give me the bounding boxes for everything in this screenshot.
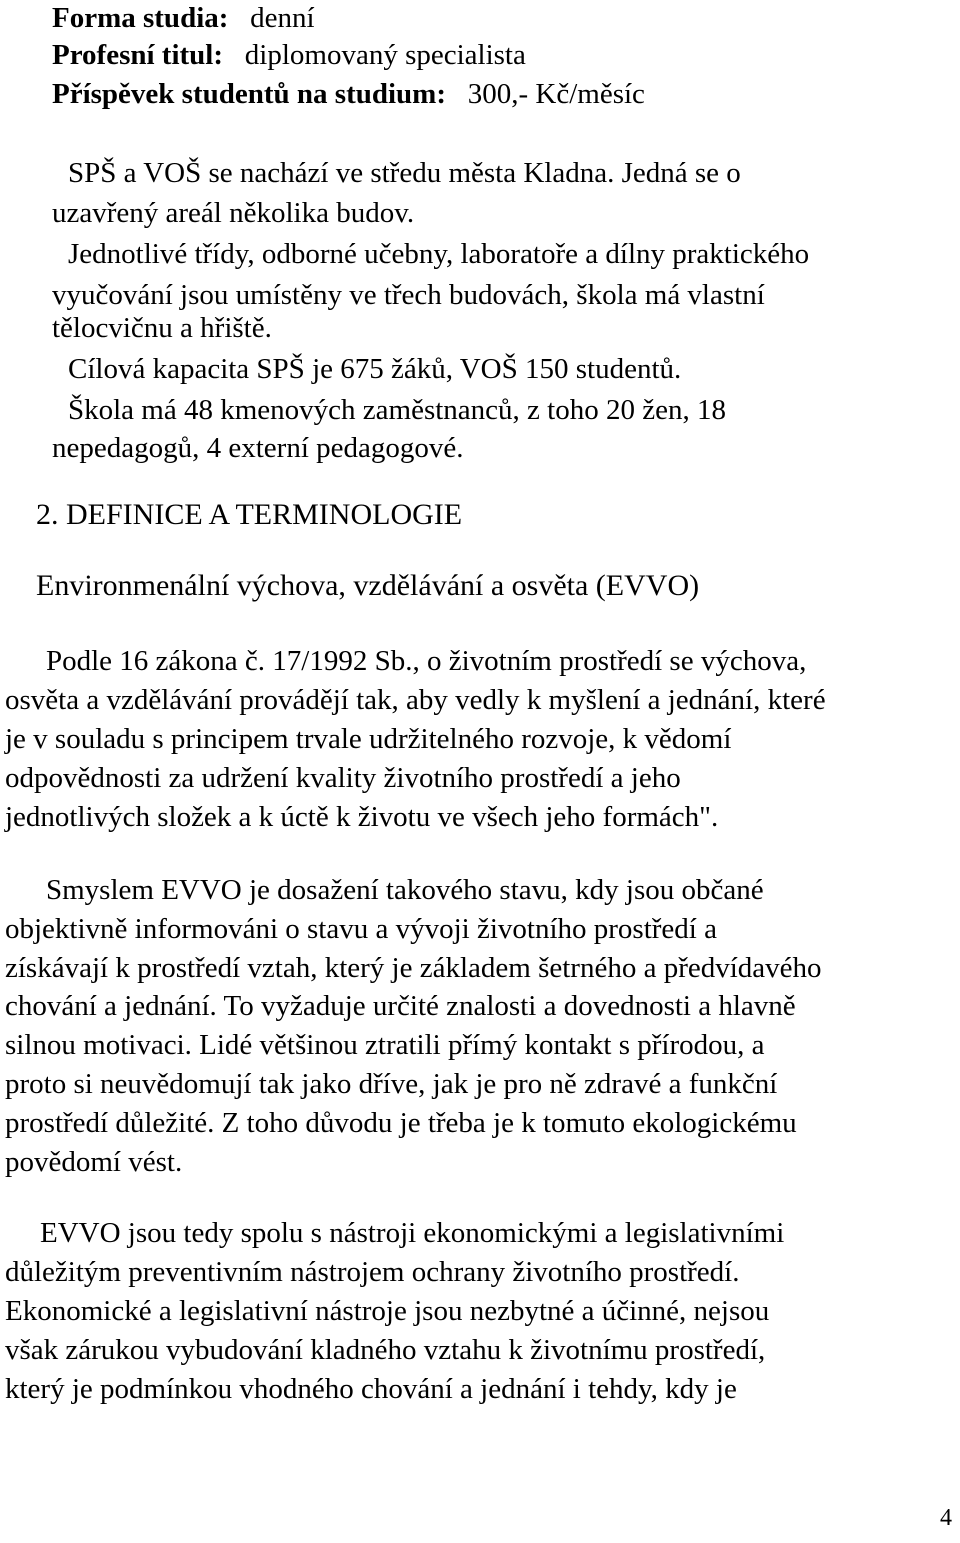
para3-line: však zárukou vybudování kladného vztahu k životnímu prostředí, xyxy=(5,1334,766,1366)
intro-line: Jednotlivé třídy, odborné učebny, laboratoře a dílny praktického xyxy=(68,238,810,270)
section-heading: 2. DEFINICE A TERMINOLOGIE xyxy=(36,498,463,531)
para1-line: jednotlivých složek a k úctě k životu ve všech jeho formách". xyxy=(5,801,719,833)
profesni-titul-label: Profesní titul: xyxy=(52,39,224,71)
profesni-titul-row xyxy=(52,41,526,70)
para1-line: je v souladu s principem trvale udržitelného rozvoje, k vědomí xyxy=(5,723,732,755)
prispevek-row xyxy=(52,80,645,109)
intro-line: uzavřený areál několika budov. xyxy=(52,197,415,229)
intro-line: Škola má 48 kmenových zaměstnanců, z toho 20 žen, 18 xyxy=(68,394,726,426)
para2-line: Smyslem EVVO je dosažení takového stavu, kdy jsou občané xyxy=(46,874,764,906)
intro-line: vyučování jsou umístěny ve třech budovách, škola má vlastní xyxy=(52,279,765,311)
prispevek-value: 300,- Kč/měsíc xyxy=(467,78,645,110)
page-number: 4 xyxy=(940,1505,952,1531)
para2-line: chování a jednání. To vyžaduje určité znalosti a dovednosti a hlavně xyxy=(5,990,796,1022)
prispevek-label: Příspěvek studentů na studium: xyxy=(52,78,446,110)
para3-line: důležitým preventivním nástrojem ochrany životního prostředí. xyxy=(5,1256,740,1288)
forma-studia-row xyxy=(52,4,315,33)
forma-studia-label: Forma studia: xyxy=(52,2,229,34)
para3-line: který je podmínkou vhodného chování a jednání i tehdy, kdy je xyxy=(5,1373,737,1405)
para2-line: objektivně informováni o stavu a vývoji životního prostředí a xyxy=(5,913,717,945)
intro-line: tělocvičnu a hřiště. xyxy=(52,312,272,344)
para1-line: odpovědnosti za udržení kvality životního prostředí a jeho xyxy=(5,762,681,794)
para2-line: silnou motivaci. Lidé většinou ztratili přímý kontakt s přírodou, a xyxy=(5,1029,765,1061)
section-subheading: Environmenální výchova, vzdělávání a osvěta (EVVO) xyxy=(36,569,700,602)
para3-line: EVVO jsou tedy spolu s nástroji ekonomickými a legislativními xyxy=(40,1217,785,1249)
forma-studia-value: denní xyxy=(250,2,315,34)
profesni-titul-value: diplomovaný specialista xyxy=(244,39,526,71)
para2-line: proto si neuvědomují tak jako dříve, jak je pro ně zdravé a funkční xyxy=(5,1068,778,1100)
intro-line: nepedagogů, 4 externí pedagogové. xyxy=(52,432,464,464)
para2-line: povědomí vést. xyxy=(5,1146,183,1178)
intro-line: SPŠ a VOŠ se nachází ve středu města Kladna. Jedná se o xyxy=(68,157,741,189)
para1-line: osvěta a vzdělávání provádějí tak, aby vedly k myšlení a jednání, které xyxy=(5,684,826,716)
para2-line: prostředí důležité. Z toho důvodu je třeba je k tomuto ekologickému xyxy=(5,1107,797,1139)
para3-line: Ekonomické a legislativní nástroje jsou nezbytné a účinné, nejsou xyxy=(5,1295,770,1327)
para1-line: Podle 16 zákona č. 17/1992 Sb., o životním prostředí se výchova, xyxy=(46,645,807,677)
para2-line: získávají k prostředí vztah, který je základem šetrného a předvídavého xyxy=(5,952,822,984)
intro-line: Cílová kapacita SPŠ je 675 žáků, VOŠ 150 studentů. xyxy=(68,353,682,385)
